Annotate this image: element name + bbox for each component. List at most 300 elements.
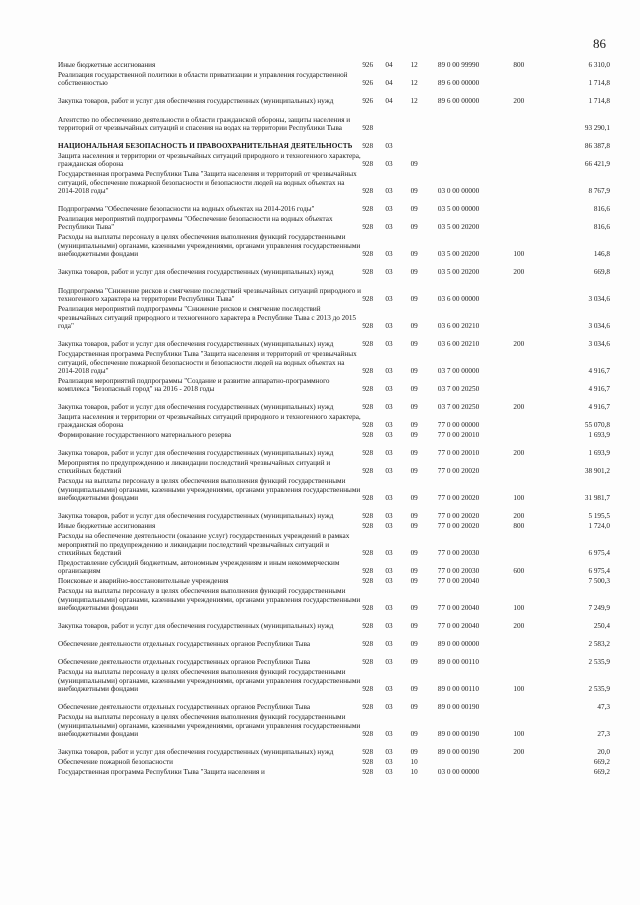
row-amount (545, 694, 610, 712)
row-amount (545, 440, 610, 458)
row-amount (545, 232, 610, 259)
row-name (58, 667, 362, 694)
row-target-article (438, 169, 514, 196)
table-row (58, 631, 610, 649)
row-section-code (385, 712, 410, 739)
table-row (58, 739, 610, 757)
row-name (58, 613, 362, 631)
row-amount-text: 1 724,0 (588, 522, 610, 531)
row-name-text: Расходы на выплаты персоналу в целях обеспечения выполнения функций государственными (муниципальными) органами, казенными учреждениями, органами управления государственными внебюджетными фондами (58, 713, 361, 739)
row-ved-code-text: 928 (362, 622, 374, 631)
row-ved-code-text: 928 (362, 421, 374, 430)
row-amount-text: 93 290,1 (584, 124, 610, 133)
row-target-article (438, 394, 514, 412)
row-target-article (438, 458, 514, 476)
row-name-text: Расходы на выплаты персоналу в целях обеспечения выполнения функций государственными (муниципальными) органами, казенными учреждениями, органами управления государственными внебюджетными фондами (58, 587, 361, 613)
row-expense-type-text: 200 (513, 449, 525, 458)
row-amount (545, 259, 610, 277)
row-subsection-code-text: 12 (410, 61, 418, 70)
row-name (58, 503, 362, 521)
row-name-text: Закупка товаров, работ и услуг для обеспечения государственных (муниципальных) нужд (58, 512, 334, 521)
row-section-code (385, 503, 410, 521)
row-subsection-code (411, 586, 438, 613)
row-subsection-code-text: 09 (410, 577, 418, 586)
page-number: 86 (593, 36, 606, 51)
row-amount (545, 712, 610, 739)
table-row (58, 349, 610, 376)
row-expense-type (513, 60, 544, 70)
table-row (58, 521, 610, 531)
row-subsection-code-text: 09 (410, 512, 418, 521)
table-row (58, 694, 610, 712)
row-amount (545, 476, 610, 503)
table-row (58, 60, 610, 70)
row-amount (545, 739, 610, 757)
row-amount-text: 669,8 (593, 268, 610, 277)
row-amount-text: 2 535,9 (588, 658, 610, 667)
row-subsection-code-text: 09 (410, 567, 418, 576)
row-expense-type (513, 440, 544, 458)
row-section-code (385, 169, 410, 196)
row-expense-type (513, 757, 544, 767)
table-row (58, 440, 610, 458)
row-target-article (438, 558, 514, 576)
row-expense-type (513, 613, 544, 631)
row-section-code (385, 694, 410, 712)
row-section-code-text: 03 (385, 622, 393, 631)
row-target-article (438, 476, 514, 503)
row-section-code (385, 412, 410, 430)
row-ved-code (362, 558, 385, 576)
row-ved-code (362, 649, 385, 667)
row-target-article-text: 03 5 00 00000 (437, 205, 480, 214)
row-name-text: Обеспечение деятельности отдельных государственных органов Республики Тыва (58, 640, 311, 649)
row-ved-code-text: 928 (362, 142, 374, 151)
table-row (58, 586, 610, 613)
row-name (58, 151, 362, 169)
row-target-article (438, 331, 514, 349)
row-target-article (438, 60, 514, 70)
row-amount-text: 31 981,7 (584, 494, 610, 503)
row-ved-code (362, 214, 385, 232)
table-row (58, 430, 610, 440)
row-name (58, 70, 362, 88)
row-amount (545, 196, 610, 214)
row-subsection-code-text: 09 (410, 403, 418, 412)
row-subsection-code (411, 60, 438, 70)
row-name (58, 576, 362, 586)
row-target-article (438, 503, 514, 521)
row-section-code-text: 03 (385, 577, 393, 586)
row-target-article-text: 03 6 00 20210 (437, 322, 480, 331)
row-ved-code-text: 928 (362, 658, 374, 667)
row-section-code-text: 03 (385, 567, 393, 576)
row-amount-text: 1 714,8 (588, 79, 610, 88)
row-expense-type-text: 100 (513, 604, 525, 613)
row-ved-code (362, 667, 385, 694)
row-section-code-text: 04 (385, 97, 393, 106)
row-section-code-text: 03 (385, 403, 393, 412)
budget-table (58, 60, 610, 777)
row-name-text: Реализация мероприятий подпрограммы "Обеспечение безопасности на водных объектах Республики Тыва" (58, 214, 333, 232)
row-amount (545, 613, 610, 631)
row-section-code (385, 214, 410, 232)
row-name (58, 649, 362, 667)
row-target-article-text: 77 0 00 20010 (437, 431, 480, 440)
row-expense-type (513, 331, 544, 349)
row-expense-type (513, 349, 544, 376)
row-section-code (385, 757, 410, 767)
row-amount-text: 8 767,9 (588, 187, 610, 196)
row-section-code (385, 60, 410, 70)
row-section-code-text: 03 (385, 340, 393, 349)
row-subsection-code-text: 09 (410, 367, 418, 376)
row-name (58, 757, 362, 767)
row-expense-type-text: 100 (513, 494, 525, 503)
row-name-text: Подпрограмма "Снижение рисков и смягчение последствий чрезвычайных ситуаций природного и техногенного характера на территории Республики Тыва" (58, 286, 361, 304)
row-target-article (438, 757, 514, 767)
row-amount-text: 7 500,3 (588, 577, 610, 586)
row-ved-code (362, 476, 385, 503)
row-expense-type-text: 200 (513, 403, 525, 412)
row-target-article (438, 521, 514, 531)
row-section-code-text: 03 (385, 295, 393, 304)
row-expense-type-text: 600 (513, 567, 525, 576)
row-ved-code-text: 928 (362, 703, 374, 712)
row-ved-code (362, 613, 385, 631)
table-row (58, 712, 610, 739)
row-target-article (438, 586, 514, 613)
row-expense-type-text: 200 (513, 748, 525, 757)
row-target-article-text: 03 7 00 20250 (437, 403, 480, 412)
row-target-article-text: 03 7 00 20250 (437, 385, 480, 394)
row-ved-code-text: 928 (362, 512, 374, 521)
table-row (58, 196, 610, 214)
row-subsection-code (411, 232, 438, 259)
row-ved-code-text: 928 (362, 340, 374, 349)
row-amount (545, 430, 610, 440)
table-row (58, 88, 610, 106)
row-ved-code-text: 928 (362, 322, 374, 331)
row-target-article (438, 667, 514, 694)
row-subsection-code (411, 649, 438, 667)
row-target-article (438, 133, 514, 151)
row-subsection-code-text: 10 (410, 758, 418, 767)
row-section-code-text: 03 (385, 730, 393, 739)
row-amount (545, 757, 610, 767)
row-section-code (385, 521, 410, 531)
row-name (58, 712, 362, 739)
row-target-article-text: 77 0 00 20040 (437, 577, 480, 586)
row-name (58, 277, 362, 304)
row-name-text: Обеспечение пожарной безопасности (58, 758, 174, 767)
row-section-code-text: 03 (385, 223, 393, 232)
row-subsection-code (411, 349, 438, 376)
row-expense-type (513, 476, 544, 503)
row-name (58, 196, 362, 214)
row-target-article (438, 106, 514, 133)
row-expense-type (513, 694, 544, 712)
row-subsection-code (411, 151, 438, 169)
row-amount-text: 3 034,6 (588, 340, 610, 349)
row-subsection-code-text: 09 (410, 268, 418, 277)
row-name (58, 531, 362, 558)
row-subsection-code (411, 259, 438, 277)
row-expense-type-text: 800 (513, 522, 525, 531)
row-ved-code-text: 928 (362, 431, 374, 440)
row-section-code (385, 739, 410, 757)
row-target-article (438, 613, 514, 631)
row-subsection-code (411, 521, 438, 531)
row-ved-code (362, 394, 385, 412)
row-subsection-code-text: 09 (410, 685, 418, 694)
row-ved-code-text: 928 (362, 124, 374, 133)
row-target-article (438, 259, 514, 277)
row-target-article (438, 214, 514, 232)
row-name-text: Закупка товаров, работ и услуг для обеспечения государственных (муниципальных) нужд (58, 748, 334, 757)
row-section-code-text: 03 (385, 685, 393, 694)
row-name (58, 631, 362, 649)
row-name-text: Иные бюджетные ассигнования (58, 522, 156, 531)
row-target-article (438, 70, 514, 88)
table-row (58, 613, 610, 631)
row-amount (545, 277, 610, 304)
row-section-code-text: 03 (385, 768, 393, 777)
row-amount-text: 250,4 (593, 622, 610, 631)
row-expense-type (513, 667, 544, 694)
row-name (58, 694, 362, 712)
row-ved-code-text: 928 (362, 268, 374, 277)
row-expense-type (513, 88, 544, 106)
row-ved-code (362, 133, 385, 151)
row-expense-type-text: 200 (513, 340, 525, 349)
row-name-text: Мероприятия по предупреждению и ликвидации последствий чрезвычайных ситуаций и стихийных бедствий (58, 458, 331, 476)
row-amount (545, 521, 610, 531)
row-amount-text: 20,0 (597, 748, 610, 757)
row-subsection-code (411, 106, 438, 133)
row-section-code-text: 03 (385, 522, 393, 531)
row-section-code (385, 631, 410, 649)
row-target-article (438, 649, 514, 667)
row-expense-type (513, 649, 544, 667)
row-target-article (438, 430, 514, 440)
row-name (58, 133, 362, 151)
row-subsection-code-text: 09 (410, 431, 418, 440)
row-subsection-code-text: 09 (410, 748, 418, 757)
row-subsection-code-text: 09 (410, 250, 418, 259)
row-name-text: Расходы на выплаты персоналу в целях обеспечения выполнения функций государственными (муниципальными) органами, казенными учреждениями, органами управления государственными внебюджетными фондами (58, 477, 361, 503)
row-name-text: Защита населения и территории от чрезвычайных ситуаций природного и техногенного характера, гражданская оборона (58, 151, 361, 169)
row-subsection-code (411, 430, 438, 440)
row-amount (545, 631, 610, 649)
row-subsection-code-text: 09 (410, 421, 418, 430)
row-target-article-text: 77 0 00 20010 (437, 449, 480, 458)
row-amount (545, 667, 610, 694)
row-amount (545, 767, 610, 777)
row-name-text: Закупка товаров, работ и услуг для обеспечения государственных (муниципальных) нужд (58, 340, 334, 349)
row-section-code (385, 376, 410, 394)
row-section-code (385, 331, 410, 349)
row-target-article (438, 440, 514, 458)
row-subsection-code (411, 440, 438, 458)
row-subsection-code (411, 70, 438, 88)
row-name (58, 304, 362, 331)
row-ved-code (362, 440, 385, 458)
row-name-text: Государственная программа Республики Тыва "Защита населения и (58, 768, 265, 777)
row-section-code (385, 667, 410, 694)
row-section-code-text: 03 (385, 449, 393, 458)
row-subsection-code-text: 09 (410, 658, 418, 667)
row-ved-code-text: 928 (362, 567, 374, 576)
row-amount-text: 1 714,8 (588, 97, 610, 106)
row-target-article (438, 232, 514, 259)
row-target-article-text: 77 0 00 20020 (437, 467, 480, 476)
row-name (58, 458, 362, 476)
table-row (58, 376, 610, 394)
row-section-code (385, 106, 410, 133)
row-target-article (438, 631, 514, 649)
row-name-text: Реализация мероприятий подпрограммы "Создание и развитие аппаратно-программного комплекса "Безопасный город" на 2016 - 2018 годы (58, 376, 330, 394)
row-name-text: Обеспечение деятельности отдельных государственных органов Республики Тыва (58, 658, 311, 667)
row-name (58, 430, 362, 440)
row-section-code-text: 03 (385, 250, 393, 259)
budget-table-body (58, 60, 610, 777)
row-name-text: Закупка товаров, работ и услуг для обеспечения государственных (муниципальных) нужд (58, 622, 334, 631)
row-ved-code-text: 928 (362, 768, 374, 777)
row-ved-code (362, 521, 385, 531)
row-section-code-text: 03 (385, 549, 393, 558)
row-amount-text: 86 387,8 (584, 142, 610, 151)
row-name-text: Расходы на выплаты персоналу в целях обеспечения выполнения функций государственными (муниципальными) органами, казенными учреждениями, органами управления государственными внебюджетными фондами (58, 233, 361, 259)
row-amount-text: 669,2 (593, 768, 610, 777)
row-section-code-text: 03 (385, 494, 393, 503)
row-subsection-code-text: 09 (410, 467, 418, 476)
row-expense-type-text: 800 (513, 61, 525, 70)
row-amount (545, 70, 610, 88)
row-target-article-text: 03 6 00 00000 (437, 295, 480, 304)
row-amount (545, 558, 610, 576)
row-section-code-text: 03 (385, 205, 393, 214)
row-name-text: Закупка товаров, работ и услуг для обеспечения государственных (муниципальных) нужд (58, 97, 334, 106)
row-name-text: Защита населения и территории от чрезвычайных ситуаций природного и техногенного характера, гражданская оборона (58, 412, 361, 430)
row-subsection-code (411, 767, 438, 777)
row-name-text: Реализация мероприятий подпрограммы "Снижение рисков и смягчение последствий чрезвычайных ситуаций природного и техногенного характера в Республике Тыва с 2013 до 2015 года" (58, 305, 357, 331)
row-name (58, 558, 362, 576)
row-subsection-code-text: 09 (410, 549, 418, 558)
row-name-text: Государственная программа Республики Тыва "Защита населения и территорий от чрезвычайных ситуаций, обеспечение пожарной безопасности и безопасности людей на водных объектах на 2014-2018 годы" (58, 350, 357, 376)
row-name-text: Расходы на обеспечение деятельности (оказание услуг) государственных учреждений в рамках мероприятий по предупреждению и ликвидации последствий чрезвычайных ситуаций и стихийных бедствий (58, 532, 350, 558)
row-target-article (438, 767, 514, 777)
row-amount-text: 66 421,9 (584, 160, 610, 169)
row-expense-type (513, 712, 544, 739)
row-subsection-code-text: 09 (410, 494, 418, 503)
row-expense-type (513, 503, 544, 521)
table-row (58, 214, 610, 232)
row-ved-code (362, 304, 385, 331)
row-amount-text: 3 034,6 (588, 295, 610, 304)
row-amount-text: 146,8 (593, 250, 610, 259)
table-row (58, 767, 610, 777)
row-name (58, 476, 362, 503)
row-amount-text: 4 916,7 (588, 403, 610, 412)
row-name (58, 88, 362, 106)
row-subsection-code (411, 531, 438, 558)
row-subsection-code (411, 376, 438, 394)
row-subsection-code-text: 12 (410, 97, 418, 106)
row-name (58, 60, 362, 70)
row-ved-code-text: 928 (362, 403, 374, 412)
row-subsection-code-text: 09 (410, 703, 418, 712)
row-name (58, 214, 362, 232)
row-amount (545, 576, 610, 586)
row-section-code (385, 70, 410, 88)
row-subsection-code (411, 196, 438, 214)
row-target-article (438, 712, 514, 739)
row-ved-code-text: 928 (362, 604, 374, 613)
row-ved-code (362, 757, 385, 767)
row-section-code (385, 558, 410, 576)
row-expense-type (513, 232, 544, 259)
row-amount (545, 151, 610, 169)
table-row (58, 133, 610, 151)
row-amount (545, 531, 610, 558)
row-target-article-text: 77 0 00 20020 (437, 512, 480, 521)
table-row (58, 169, 610, 196)
row-subsection-code-text: 09 (410, 340, 418, 349)
row-ved-code-text: 928 (362, 250, 374, 259)
row-name (58, 232, 362, 259)
row-target-article (438, 739, 514, 757)
row-amount-text: 816,6 (593, 223, 610, 232)
row-subsection-code (411, 331, 438, 349)
row-target-article-text: 89 6 00 00000 (437, 79, 480, 88)
row-expense-type (513, 586, 544, 613)
row-subsection-code-text: 09 (410, 322, 418, 331)
row-ved-code-text: 928 (362, 295, 374, 304)
row-section-code (385, 440, 410, 458)
table-row (58, 394, 610, 412)
row-ved-code (362, 259, 385, 277)
row-expense-type-text: 200 (513, 512, 525, 521)
row-subsection-code-text: 09 (410, 295, 418, 304)
row-amount (545, 88, 610, 106)
row-subsection-code-text: 09 (410, 730, 418, 739)
row-section-code (385, 430, 410, 440)
row-ved-code (362, 169, 385, 196)
row-subsection-code (411, 394, 438, 412)
row-subsection-code-text: 09 (410, 187, 418, 196)
row-amount-text: 1 693,9 (588, 449, 610, 458)
row-ved-code-text: 928 (362, 640, 374, 649)
row-target-article-text: 77 0 00 20040 (437, 604, 480, 613)
row-target-article-text: 89 0 00 00190 (437, 748, 480, 757)
row-subsection-code (411, 214, 438, 232)
row-target-article-text: 89 6 00 00000 (437, 97, 480, 106)
table-row (58, 503, 610, 521)
row-expense-type (513, 151, 544, 169)
row-ved-code-text: 928 (362, 449, 374, 458)
row-ved-code-text: 928 (362, 367, 374, 376)
row-section-code (385, 133, 410, 151)
row-expense-type-text: 200 (513, 268, 525, 277)
row-subsection-code (411, 576, 438, 586)
row-amount (545, 304, 610, 331)
row-ved-code (362, 232, 385, 259)
row-target-article-text: 03 5 00 20200 (437, 250, 480, 259)
row-section-code-text: 03 (385, 758, 393, 767)
row-name-text: Закупка товаров, работ и услуг для обеспечения государственных (муниципальных) нужд (58, 403, 334, 412)
row-target-article-text: 77 0 00 20030 (437, 549, 480, 558)
